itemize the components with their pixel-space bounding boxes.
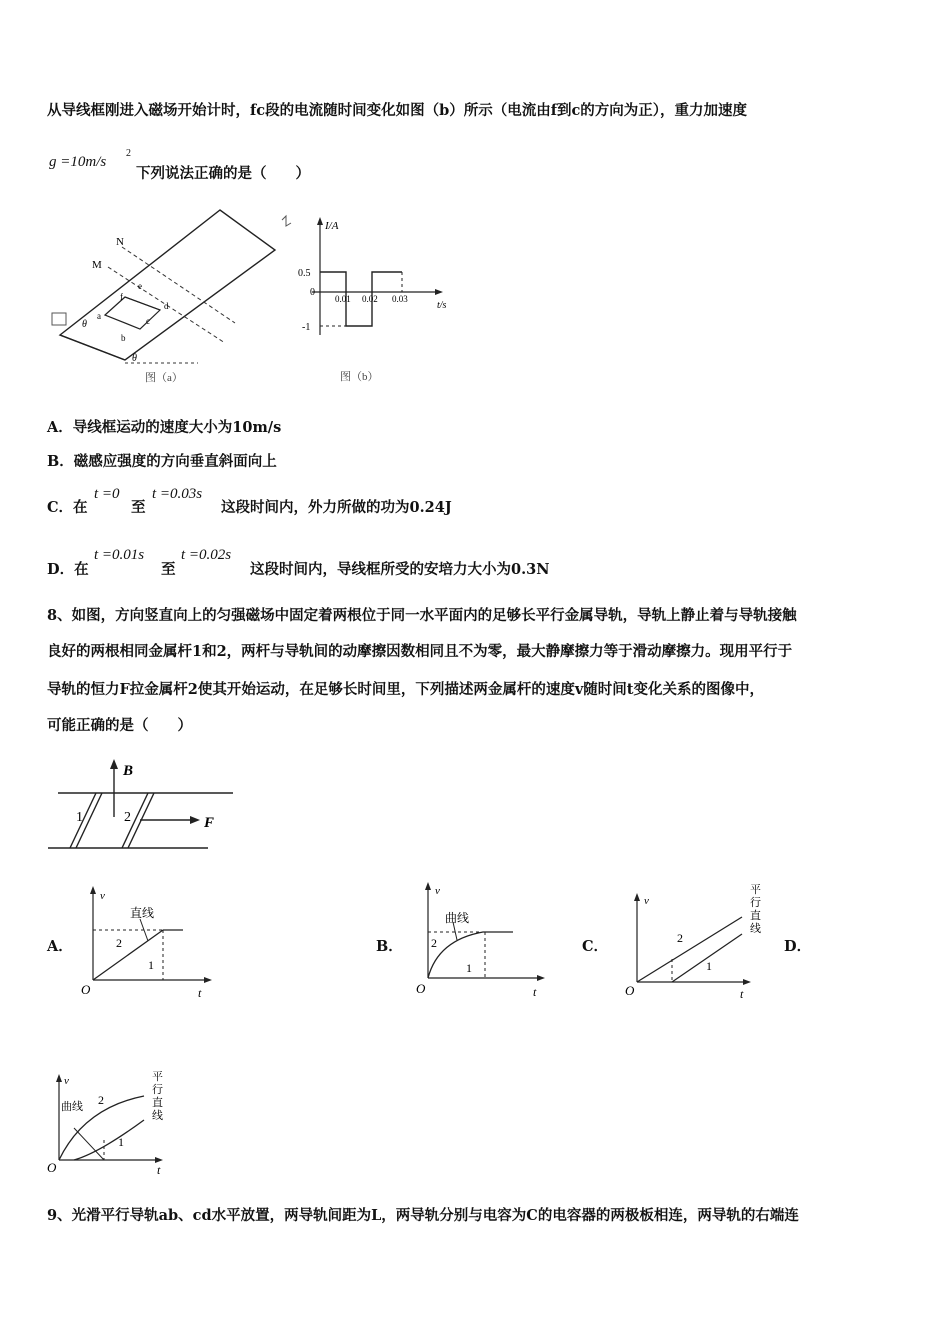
x-tick-0-03: 0.03: [392, 294, 408, 304]
graph-b-label[interactable]: B．: [376, 938, 403, 955]
q7-line2: 下列说法正确的是（ ）: [136, 165, 310, 182]
label-f: f: [120, 292, 123, 302]
label-m: M: [92, 259, 102, 271]
option-c-post: 这段时间内，外力所做的功为0.24J: [221, 499, 452, 516]
option-a-text: 导线框运动的速度大小为10m/s: [72, 419, 282, 436]
graph-d[interactable]: [44, 1068, 184, 1178]
svg-text:t: t: [198, 986, 202, 1000]
svg-text:2: 2: [116, 936, 122, 950]
y-tick-0-5: 0.5: [298, 268, 311, 279]
label-theta-2: θ: [132, 353, 137, 364]
svg-text:行: 行: [750, 897, 761, 909]
x-tick-0-01: 0.01: [335, 294, 351, 304]
svg-text:直: 直: [750, 910, 761, 922]
svg-text:F: F: [204, 815, 215, 831]
svg-text:1: 1: [118, 1135, 124, 1149]
svg-text:t: t: [533, 985, 537, 999]
svg-text:2: 2: [677, 931, 683, 945]
caption-b: 图（b）: [340, 371, 379, 383]
option-b-text: 磁感应强度的方向垂直斜面向上: [73, 453, 277, 470]
svg-text:1: 1: [76, 810, 83, 825]
graph-b[interactable]: [413, 880, 553, 998]
svg-text:O: O: [416, 981, 426, 996]
svg-text:v: v: [644, 895, 649, 907]
figure-a: [50, 205, 290, 385]
svg-text:1: 1: [466, 961, 472, 975]
option-c[interactable]: [47, 498, 88, 518]
origin-label: 0: [310, 287, 315, 298]
q7-line1: 从导线框刚进入磁场开始计时，fc段的电流随时间变化如图（b）所示（电流由f到c的方向为正），重力加速度: [47, 102, 748, 119]
svg-text:B: B: [123, 763, 134, 779]
svg-text:O: O: [625, 983, 635, 998]
svg-text:线: 线: [152, 1110, 163, 1122]
svg-text:2: 2: [98, 1093, 104, 1107]
y-axis-label: I/A: [325, 220, 339, 232]
q8-line2: 良好的两根相同金属杆1和2，两杆与导轨间的动摩擦因数相同且不为零，最大静摩擦力等于滑动摩擦力。现用平行于: [47, 643, 793, 660]
svg-text:平: 平: [750, 884, 761, 896]
svg-text:t: t: [157, 1163, 161, 1177]
option-d[interactable]: [47, 560, 89, 580]
svg-text:平: 平: [152, 1071, 163, 1083]
x-tick-0-02: 0.02: [362, 294, 378, 304]
svg-text:曲线: 曲线: [445, 911, 470, 925]
svg-text:1: 1: [706, 959, 712, 973]
option-d-t1: t =0.01s: [94, 547, 145, 563]
stopper: [52, 313, 66, 325]
option-a[interactable]: [47, 418, 281, 438]
graph-a[interactable]: [78, 885, 218, 1000]
current-plot: [320, 272, 402, 326]
option-c-mid: 至: [131, 499, 146, 516]
svg-text:曲线: 曲线: [61, 1101, 83, 1113]
g-sup: 2: [126, 148, 131, 159]
option-d-post: 这段时间内，导线框所受的安培力大小为0.3N: [250, 561, 550, 578]
svg-text:t: t: [740, 987, 744, 1001]
q9-line1: 9、光滑平行导轨ab、cd水平放置，两导轨间距为L，两导轨分别与电容为C的电容器的两极板相连，两导轨的右端连: [47, 1207, 799, 1224]
svg-text:O: O: [81, 982, 91, 997]
g-formula: g =10m/s: [49, 154, 107, 170]
option-b[interactable]: [47, 452, 277, 472]
option-a-label: A．: [47, 419, 73, 436]
option-d-mid: 至: [161, 561, 176, 578]
svg-text:O: O: [47, 1160, 57, 1175]
option-c-t1: t =0: [94, 486, 120, 502]
svg-text:2: 2: [431, 936, 437, 950]
option-d-label: D．: [47, 561, 75, 578]
caption-a: 图（a）: [145, 372, 183, 384]
option-b-label: B．: [47, 453, 74, 470]
label-a: a: [97, 311, 101, 321]
graph-a-label[interactable]: A．: [47, 938, 73, 955]
incline-plane: [60, 210, 275, 360]
y-tick-neg1: -1: [302, 322, 311, 333]
x-axis-label: t/s: [437, 300, 447, 311]
label-theta-1: θ: [82, 319, 87, 330]
label-c: c: [146, 316, 150, 326]
svg-text:线: 线: [750, 923, 761, 935]
label-b: b: [121, 333, 126, 343]
svg-text:行: 行: [152, 1084, 163, 1096]
graph-d-label[interactable]: D．: [784, 938, 812, 955]
label-d: d: [164, 301, 169, 311]
label-n: N: [116, 236, 124, 248]
q8-line3: 导轨的恒力F拉金属杆2使其开始运动，在足够长时间里，下列描述两金属杆的速度v随时间t变化关系的图像中，: [47, 681, 765, 698]
option-d-pre: 在: [74, 561, 89, 578]
svg-text:直线: 直线: [130, 906, 155, 920]
q8-line4: 可能正确的是（ ）: [47, 717, 192, 734]
svg-text:1: 1: [148, 958, 154, 972]
svg-text:直: 直: [152, 1097, 163, 1109]
option-c-pre: 在: [73, 499, 88, 516]
q8-line1: 8、如图，方向竖直向上的匀强磁场中固定着两根位于同一水平面内的足够长平行金属导轨，导轨上静止着与导轨接触: [47, 607, 797, 624]
svg-text:v: v: [100, 890, 105, 902]
label-e: e: [138, 281, 142, 291]
svg-text:v: v: [435, 885, 440, 897]
graph-c-label[interactable]: C．: [582, 938, 609, 955]
option-c-label: C．: [47, 499, 74, 516]
svg-text:2: 2: [124, 810, 131, 825]
option-d-t2: t =0.02s: [181, 547, 232, 563]
figure-b: [290, 215, 460, 385]
rod-1: [70, 793, 96, 848]
rails-figure: [48, 755, 238, 855]
wire-frame: [105, 297, 160, 329]
svg-text:v: v: [64, 1075, 69, 1087]
graph-c[interactable]: [622, 882, 772, 1000]
incline-edge: [60, 335, 125, 360]
option-c-t2: t =0.03s: [152, 486, 203, 502]
